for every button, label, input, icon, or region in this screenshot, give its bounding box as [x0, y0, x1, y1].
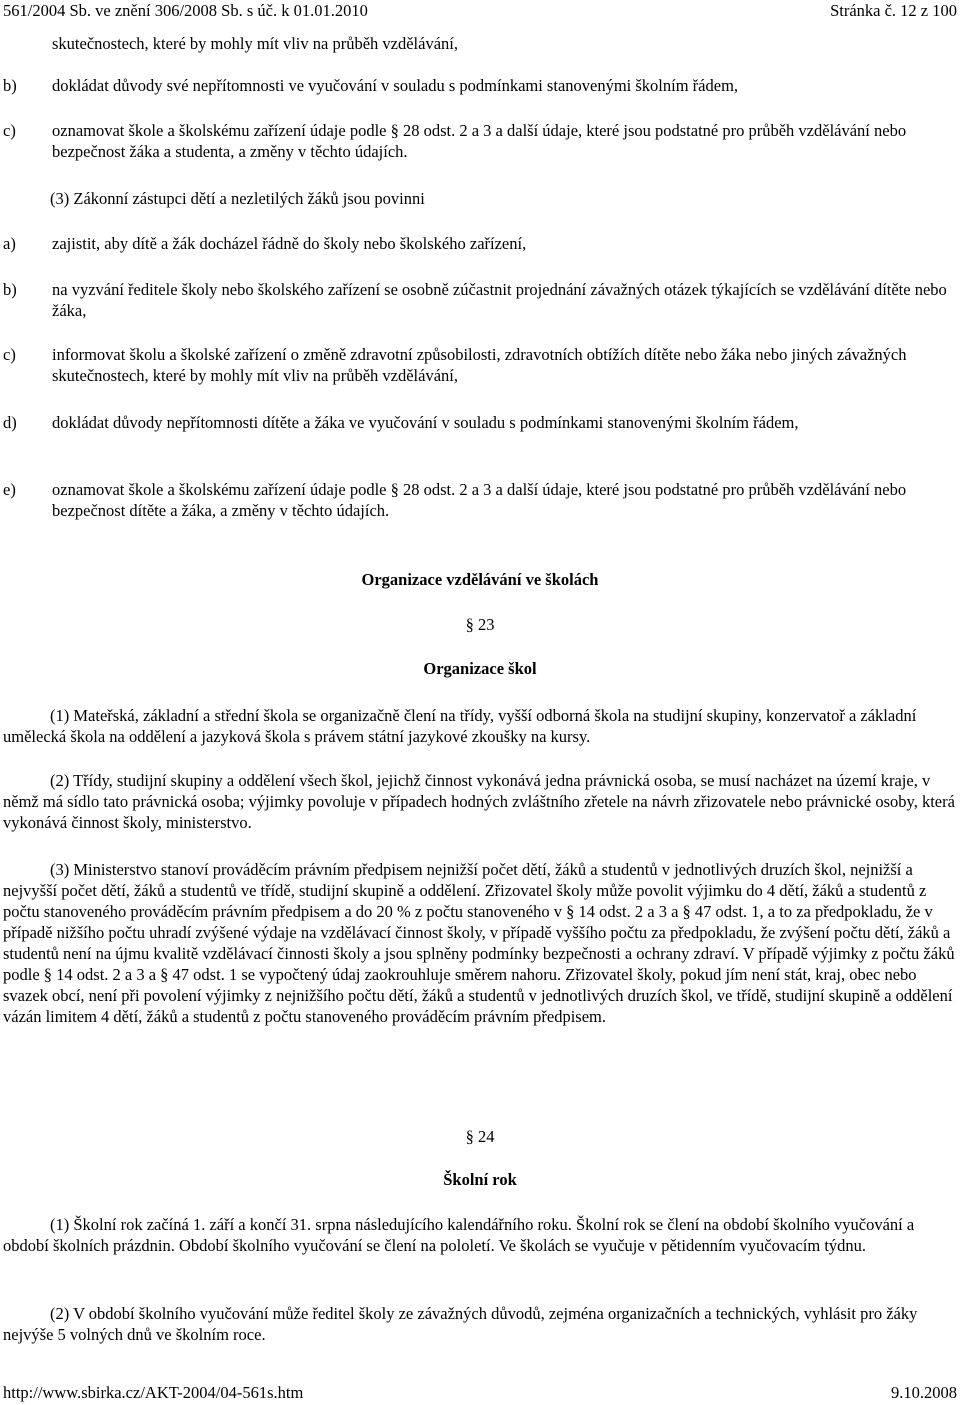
page-footer: [0, 1382, 960, 1404]
list-item-label: e): [3, 480, 16, 499]
list-item-text: oznamovat škole a školskému zařízení údaje podle § 28 odst. 2 a 3 a další údaje, které jsou podstatné pro průběh vzdělávání nebo bezpečnost žáka a studenta, a změny v těchto údajích.: [52, 121, 907, 161]
list-item-text: oznamovat škole a školskému zařízení údaje podle § 28 odst. 2 a 3 a další údaje, které jsou podstatné pro průběh vzdělávání nebo bezpečnost dítěte a žáka, a změny v těchto údajích.: [52, 480, 907, 520]
list-item-label: c): [3, 121, 16, 140]
paragraph-title: Školní rok: [443, 1170, 517, 1189]
header-page-number: Stránka č. 12 z 100: [830, 1, 957, 20]
paragraph: (3) Zákonní zástupci dětí a nezletilých žáků jsou povinni: [50, 189, 425, 208]
page-header: [0, 0, 960, 22]
paragraph-title: Organizace škol: [423, 659, 537, 678]
list-item-label: b): [3, 76, 17, 95]
list-item-label: a): [3, 234, 16, 253]
paragraph-number: § 24: [465, 1127, 495, 1146]
list-item-text: na vyzvání ředitele školy nebo školského zařízení se osobně zúčastnit projednání závažných otázek týkajících se vzdělávání dítěte nebo žáka,: [52, 280, 947, 320]
footer-date: 9.10.2008: [891, 1383, 957, 1402]
list-item-text: dokládat důvody nepřítomnosti dítěte a žáka ve vyučování v souladu s podmínkami stanovenými školním řádem,: [52, 413, 799, 432]
paragraph: (1) Mateřská, základní a střední škola se organizačně člení na třídy, vyšší odborná škola na studijní skupiny, konzervatoř a základní umělecká škola na oddělení a jazyková škola s právem státní jazykové zkoušky na kursy.: [3, 706, 917, 746]
paragraph: (1) Školní rok začíná 1. září a končí 31. srpna následujícího kalendářního roku. Školní rok se člení na období školního vyučování a období školních prázdnin. Období školního vyučování se člení na pololetí. Ve školách se vyučuje v pětidenním vyučovacím týdnu.: [3, 1215, 915, 1255]
paragraph: (2) Třídy, studijní skupiny a oddělení všech škol, jejichž činnost vykonává jedna právnická osoba, se musí nacházet na území kraje, v němž má sídlo tato právnická osoba; výjimky povoluje v případech hodných zvláštního zřetele na návrh zřizovatele nebo právnické osoby, která vykonává činnost školy, ministerstvo.: [3, 771, 955, 832]
header-document-title: 561/2004 Sb. ve znění 306/2008 Sb. s úč. k 01.01.2010: [3, 1, 368, 20]
list-item-text: informovat školu a školské zařízení o změně zdravotní způsobilosti, zdravotních obtížích dítěte nebo žáka nebo jiných závažných skutečnostech, které by mohly mít vliv na průběh vzdělávání,: [52, 345, 907, 385]
paragraph: (2) V období školního vyučování může ředitel školy ze závažných důvodů, zejména organizačních a technických, vyhlásit pro žáky nejvýše 5 volných dnů ve školním roce.: [3, 1304, 918, 1344]
list-item-text: zajistit, aby dítě a žák docházel řádně do školy nebo školského zařízení,: [52, 234, 527, 253]
section-title: Organizace vzdělávání ve školách: [361, 570, 599, 589]
list-item-text: skutečnostech, které by mohly mít vliv na průběh vzdělávání,: [52, 34, 458, 53]
list-item-label: c): [3, 345, 16, 364]
list-item-text: dokládat důvody své nepřítomnosti ve vyučování v souladu s podmínkami stanovenými školním řádem,: [52, 76, 739, 95]
list-item-label: d): [3, 413, 17, 432]
paragraph-number: § 23: [465, 615, 495, 634]
paragraph: (3) Ministerstvo stanoví prováděcím právním předpisem nejnižší počet dětí, žáků a studentů v jednotlivých druzích škol, nejnižší a nejvyšší počet dětí, žáků a studentů ve třídě, studijní skupině a oddělení. Zřizovatel školy může povolit výjimku do 4 dětí, žáků a studentů z počtu stanoveného prováděcím právním předpisem a do 20 % z počtu stanoveného v § 14 odst. 2 a 3 a § 47 odst. 1, a to za předpokladu, že v případě nižšího počtu uhradí zvýšené výdaje na vzdělávací činnost školy, v případě vyššího počtu za předpokladu, že zvýšení počtu dětí, žáků a studentů není na újmu kvalitě vzdělávací činnosti školy a jsou splněny podmínky bezpečnosti a ochrany zdraví. V případě výjimky z počtu žáků podle § 14 odst. 2 a 3 a § 47 odst. 1 se vypočtený údaj zaokrouhluje směrem nahoru. Zřizovatel školy, pokud jím není stát, kraj, obec nebo svazek obcí, není při povolení výjimky z nejnižšího počtu dětí, žáků a studentů v jednotlivých druzích škol, ve třídě, studijní skupině a oddělení vázán limitem 4 dětí, žáků a studentů z počtu stanoveného prováděcím právním předpisem.: [3, 860, 955, 1026]
list-item-label: b): [3, 280, 17, 299]
footer-url: http://www.sbirka.cz/AKT-2004/04-561s.htm: [3, 1383, 304, 1402]
